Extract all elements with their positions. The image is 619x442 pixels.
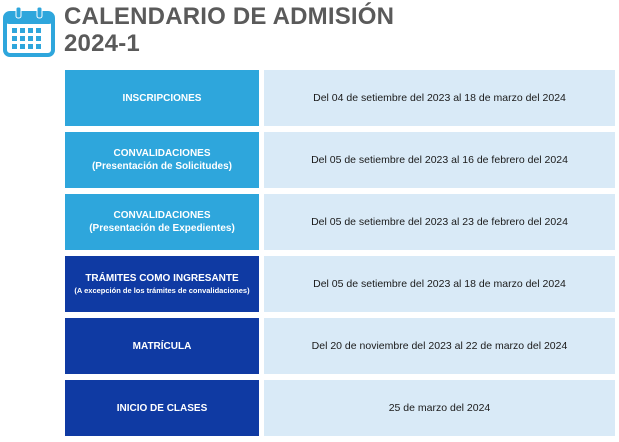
row-label-cell xyxy=(65,318,259,374)
row-label: CONVALIDACIONES xyxy=(113,148,211,159)
row-label: CONVALIDACIONES xyxy=(113,210,211,221)
row-dates: Del 05 de setiembre del 2023 al 16 de febrero del 2024 xyxy=(264,132,615,188)
schedule-row-inscripciones xyxy=(65,70,615,126)
row-label: TRÁMITES COMO INGRESANTE xyxy=(85,273,239,284)
row-label-cell xyxy=(65,194,259,250)
title-line-1: CALENDARIO DE ADMISIÓN xyxy=(64,3,395,30)
row-label-cell xyxy=(65,380,259,436)
admission-schedule xyxy=(65,70,615,442)
row-sublabel: (Presentación de Expedientes) xyxy=(89,223,235,234)
row-label: INICIO DE CLASES xyxy=(116,402,208,414)
row-label-cell xyxy=(65,132,259,188)
page-title xyxy=(64,3,394,57)
row-label-cell xyxy=(65,70,259,126)
schedule-row-matricula xyxy=(65,318,615,374)
row-dates: Del 05 de setiembre del 2023 al 18 de marzo del 2024 xyxy=(264,256,615,312)
row-dates: Del 04 de setiembre del 2023 al 18 de marzo del 2024 xyxy=(264,70,615,126)
title-line-2: 2024-1 xyxy=(64,30,140,57)
row-dates: Del 05 de setiembre del 2023 al 23 de febrero del 2024 xyxy=(264,194,615,250)
schedule-row-convalidaciones-expedientes xyxy=(65,194,615,250)
row-note: (A excepción de los trámites de convalidaciones) xyxy=(74,286,250,295)
row-label-cell xyxy=(65,256,259,312)
row-dates: Del 20 de noviembre del 2023 al 22 de marzo del 2024 xyxy=(264,318,615,374)
schedule-row-tramites-ingresante xyxy=(65,256,615,312)
row-label: MATRÍCULA xyxy=(132,340,192,352)
calendar-icon xyxy=(1,7,57,57)
page-header xyxy=(0,0,619,62)
row-label: INSCRIPCIONES xyxy=(122,92,202,104)
row-sublabel: (Presentación de Solicitudes) xyxy=(91,161,233,172)
schedule-row-convalidaciones-solicitudes xyxy=(65,132,615,188)
schedule-row-inicio-clases xyxy=(65,380,615,436)
row-dates: 25 de marzo del 2024 xyxy=(264,380,615,436)
